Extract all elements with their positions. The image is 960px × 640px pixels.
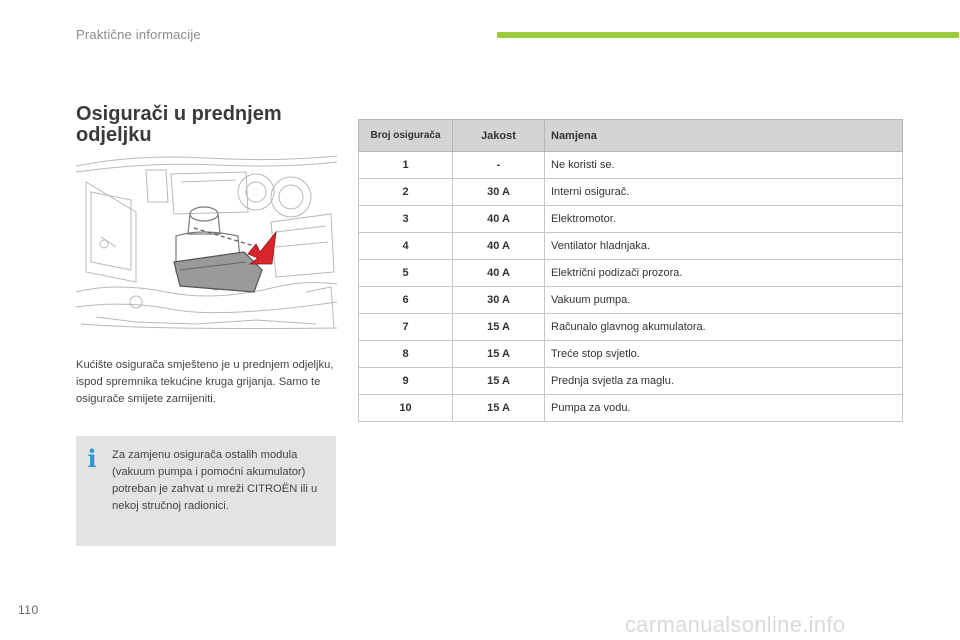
column-header-purpose: Namjena bbox=[545, 120, 903, 152]
column-header-amperage: Jakost bbox=[453, 120, 545, 152]
purpose-cell: Treće stop svjetlo. bbox=[545, 341, 903, 368]
fuse-number-cell: 2 bbox=[359, 179, 453, 206]
fuse-number-cell: 9 bbox=[359, 368, 453, 395]
fuse-table bbox=[358, 119, 903, 422]
page-number: 110 bbox=[18, 603, 39, 617]
purpose-cell: Ne koristi se. bbox=[545, 152, 903, 179]
table-row bbox=[359, 179, 903, 206]
info-note-text: Za zamjenu osigurača ostalih modula (vakuum pumpa i pomoćni akumulator) potreban je zahvat u mreži CITROËN ili u nekoj stručnoj radionici. bbox=[112, 449, 318, 512]
fuse-number-cell: 4 bbox=[359, 233, 453, 260]
fuse-number-cell: 7 bbox=[359, 314, 453, 341]
amperage-cell: 30 A bbox=[453, 179, 545, 206]
fuse-number-cell: 8 bbox=[359, 341, 453, 368]
fuse-number-cell: 5 bbox=[359, 260, 453, 287]
table-row bbox=[359, 314, 903, 341]
info-note-box bbox=[76, 436, 336, 546]
amperage-cell: 15 A bbox=[453, 314, 545, 341]
engine-compartment-illustration bbox=[76, 152, 337, 332]
purpose-cell: Računalo glavnog akumulatora. bbox=[545, 314, 903, 341]
table-row bbox=[359, 287, 903, 314]
table-row bbox=[359, 206, 903, 233]
amperage-cell: - bbox=[453, 152, 545, 179]
page-title: Osigurači u prednjem odjeljku bbox=[76, 103, 282, 146]
amperage-cell: 15 A bbox=[453, 395, 545, 422]
purpose-cell: Vakuum pumpa. bbox=[545, 287, 903, 314]
purpose-cell: Električni podizači prozora. bbox=[545, 260, 903, 287]
table-row bbox=[359, 152, 903, 179]
purpose-cell: Interni osigurač. bbox=[545, 179, 903, 206]
amperage-cell: 40 A bbox=[453, 233, 545, 260]
table-row bbox=[359, 341, 903, 368]
amperage-cell: 40 A bbox=[453, 206, 545, 233]
table-header-row bbox=[359, 120, 903, 152]
amperage-cell: 30 A bbox=[453, 287, 545, 314]
amperage-cell: 40 A bbox=[453, 260, 545, 287]
fuse-number-cell: 3 bbox=[359, 206, 453, 233]
table-row bbox=[359, 233, 903, 260]
amperage-cell: 15 A bbox=[453, 341, 545, 368]
table-row bbox=[359, 395, 903, 422]
purpose-cell: Prednja svjetla za maglu. bbox=[545, 368, 903, 395]
table-row bbox=[359, 260, 903, 287]
header-accent-bar bbox=[497, 32, 959, 38]
amperage-cell: 15 A bbox=[453, 368, 545, 395]
watermark-text: carmanualsonline.info bbox=[625, 612, 846, 637]
section-header-title: Praktične informacije bbox=[76, 27, 201, 42]
purpose-cell: Ventilator hladnjaka. bbox=[545, 233, 903, 260]
fuse-number-cell: 1 bbox=[359, 152, 453, 179]
fuse-number-cell: 10 bbox=[359, 395, 453, 422]
purpose-cell: Pumpa za vodu. bbox=[545, 395, 903, 422]
intro-paragraph: Kućište osigurača smješteno je u prednjem odjeljku, ispod spremnika tekućine kruga grijanja. Samo te osigurače smijete zamijeniti. bbox=[76, 359, 334, 405]
info-icon: i bbox=[87, 444, 97, 473]
column-header-fuse-number: Broj osigurača bbox=[359, 120, 453, 152]
table-row bbox=[359, 368, 903, 395]
fuse-number-cell: 6 bbox=[359, 287, 453, 314]
purpose-cell: Elektromotor. bbox=[545, 206, 903, 233]
